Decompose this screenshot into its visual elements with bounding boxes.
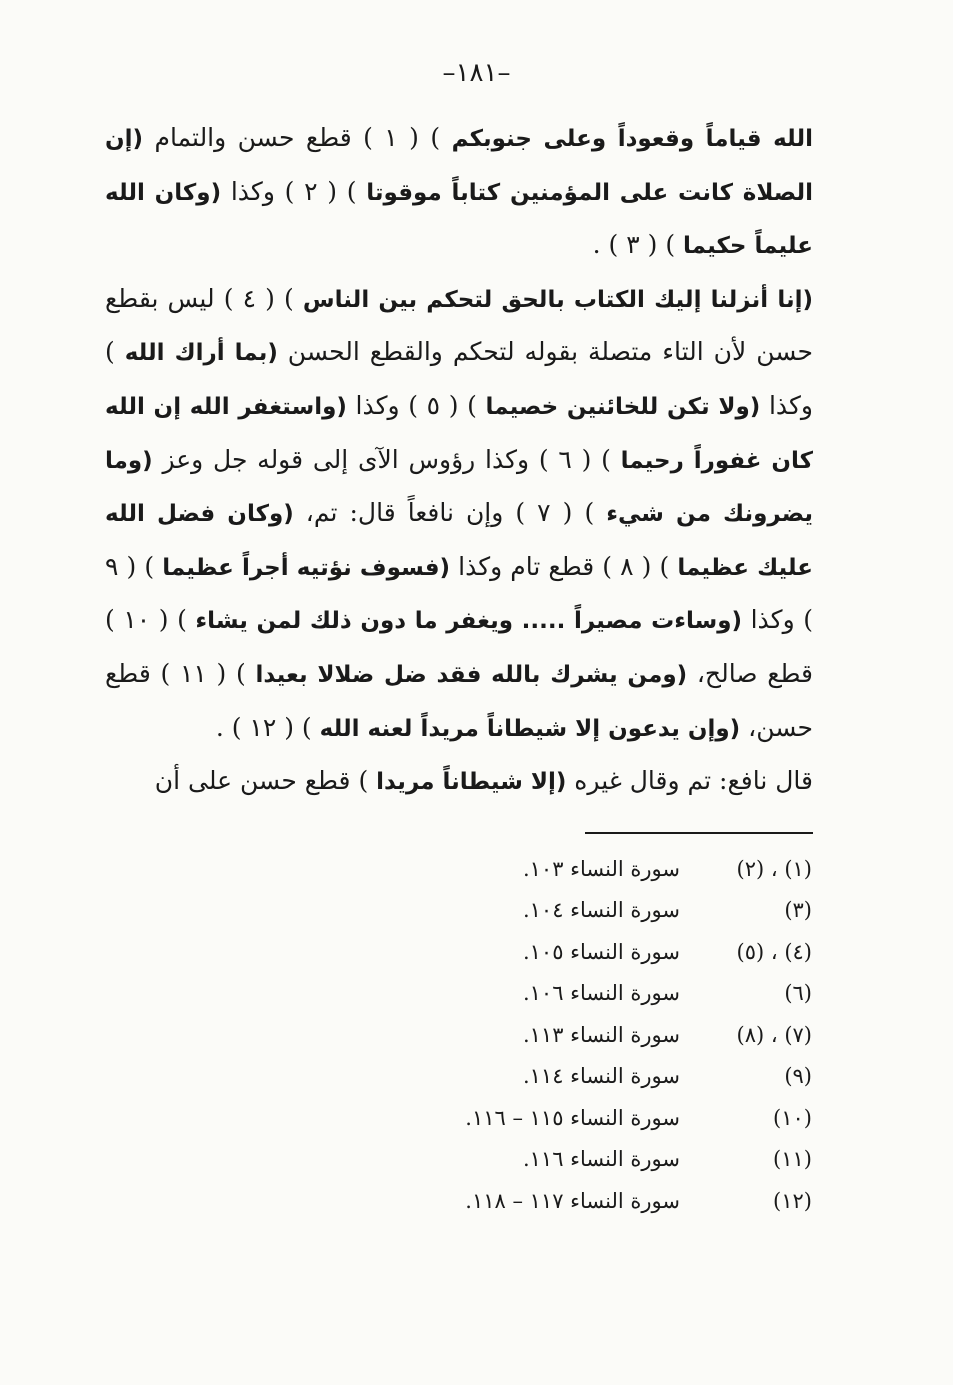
quran-quote: (وساءت مصيراً ..... ويغفر ما دون ذلك لمن يشاء [195, 608, 743, 635]
quran-quote: (ولا تكن للخائنين خصيما [485, 393, 761, 420]
quran-quote: (وكان الله عليماً حكيما [105, 179, 813, 260]
footnote-row [380, 848, 812, 890]
quran-quote: (وكان فضل الله عليك عظيما [105, 501, 813, 581]
footnote-text: سورة النساء ١١٦. [522, 1147, 680, 1172]
quran-quote: (ومن يشرك بالله فقد ضل ضلالا بعيدا [255, 661, 688, 688]
footnote-row [380, 1056, 812, 1098]
quran-quote: (إنا أنزلنا إليك الكتاب بالحق لتحكم بين الناس [302, 286, 813, 313]
footnote-row [380, 973, 812, 1015]
paragraph [105, 755, 813, 809]
commentary-text: ) ( ٣ ) . [592, 230, 684, 260]
commentary-text: ) ( ١ ) قطع حسن والتمام [143, 123, 452, 152]
quran-quote: (واستغفر الله إن الله كان غفوراً رحيما [105, 393, 813, 474]
footnote-ref: (٧) ، (٨) [736, 1022, 812, 1047]
commentary-text: ) ( ١٢ ) . [215, 712, 320, 742]
footnote-row [380, 1139, 812, 1181]
quran-quote: (إلا شيطاناً مريدا [376, 769, 567, 796]
footnote-text: سورة النساء ١٠٤. [522, 898, 680, 923]
quran-quote: (بما أراك الله [124, 340, 278, 367]
commentary-text: ) ( ٦ ) وكذا رؤوس الآى إلى قوله جل وعز [152, 444, 621, 474]
footnote-text: سورة النساء ١١٤. [522, 1064, 680, 1089]
footnote-text: سورة النساء ١١٧ – ١١٨. [465, 1188, 680, 1213]
paragraph [105, 112, 813, 273]
footnote-ref: (٤) ، (٥) [736, 939, 812, 964]
footnotes [380, 848, 812, 1222]
footnote-text: سورة النساء ١٠٣. [522, 856, 680, 881]
footnote-ref: (٦) [784, 981, 812, 1006]
page-number: –١٨١– [442, 58, 511, 88]
quran-quote: (وما يضرونك من شيء [105, 447, 813, 528]
quran-quote: الله قياماً وقعوداً وعلى جنوبكم [451, 126, 813, 152]
commentary-text: ) ( ٨ ) قطع تام وكذا [450, 551, 678, 581]
quran-quote: (إن الصلاة كانت على المؤمنين كتاباً موقوتا [105, 126, 813, 206]
footnote-text: سورة النساء ١٠٥. [522, 939, 680, 964]
footnote-divider [585, 832, 813, 834]
footnote-row [380, 1097, 812, 1139]
quran-quote: (فسوف نؤتيه أجراً عظيما [162, 554, 451, 581]
footnote-row [380, 1014, 812, 1056]
commentary-text: ) ( ٤ ) ليس بقطع حسن لأن التاء متصلة بقوله لتحكم والقطع الحسن [105, 283, 813, 367]
commentary-text: ) قطع حسن على أن [154, 766, 377, 796]
commentary-text: ) ( ٧ ) وإن نافعاً قال: تم، [293, 498, 607, 528]
paragraph [105, 273, 813, 755]
commentary-text: قال نافع: تم وقال غيره [566, 766, 813, 796]
footnote-ref: (١٢) [773, 1188, 812, 1213]
footnote-text: سورة النساء ١٠٦. [522, 981, 680, 1006]
footnote-ref: (١) ، (٢) [736, 856, 812, 881]
commentary-text: ) ( ١١ ) قطع حسن، [105, 658, 813, 742]
footnote-text: سورة النساء ١١٣. [522, 1022, 680, 1047]
body-text [105, 112, 813, 809]
commentary-text: ) وكذا [105, 337, 813, 420]
commentary-text: ) ( ٩ ) وكذا [105, 551, 813, 635]
footnote-text: سورة النساء ١١٥ – ١١٦. [465, 1105, 680, 1130]
commentary-text: ) ( ١٠ ) قطع صالح، [105, 605, 814, 688]
footnote-ref: (١١) [773, 1147, 812, 1172]
footnote-ref: (٩) [784, 1064, 812, 1089]
commentary-text: ) ( ٥ ) وكذا [346, 390, 486, 420]
footnote-ref: (٣) [784, 898, 812, 923]
commentary-text: ) ( ٢ ) وكذا [221, 176, 367, 206]
footnote-ref: (١٠) [773, 1105, 812, 1130]
footnote-row [380, 890, 812, 932]
quran-quote: (وإن يدعون إلا شيطاناً مريداً لعنه الله [319, 715, 741, 742]
footnote-row [380, 931, 812, 973]
footnote-row [380, 1180, 812, 1222]
